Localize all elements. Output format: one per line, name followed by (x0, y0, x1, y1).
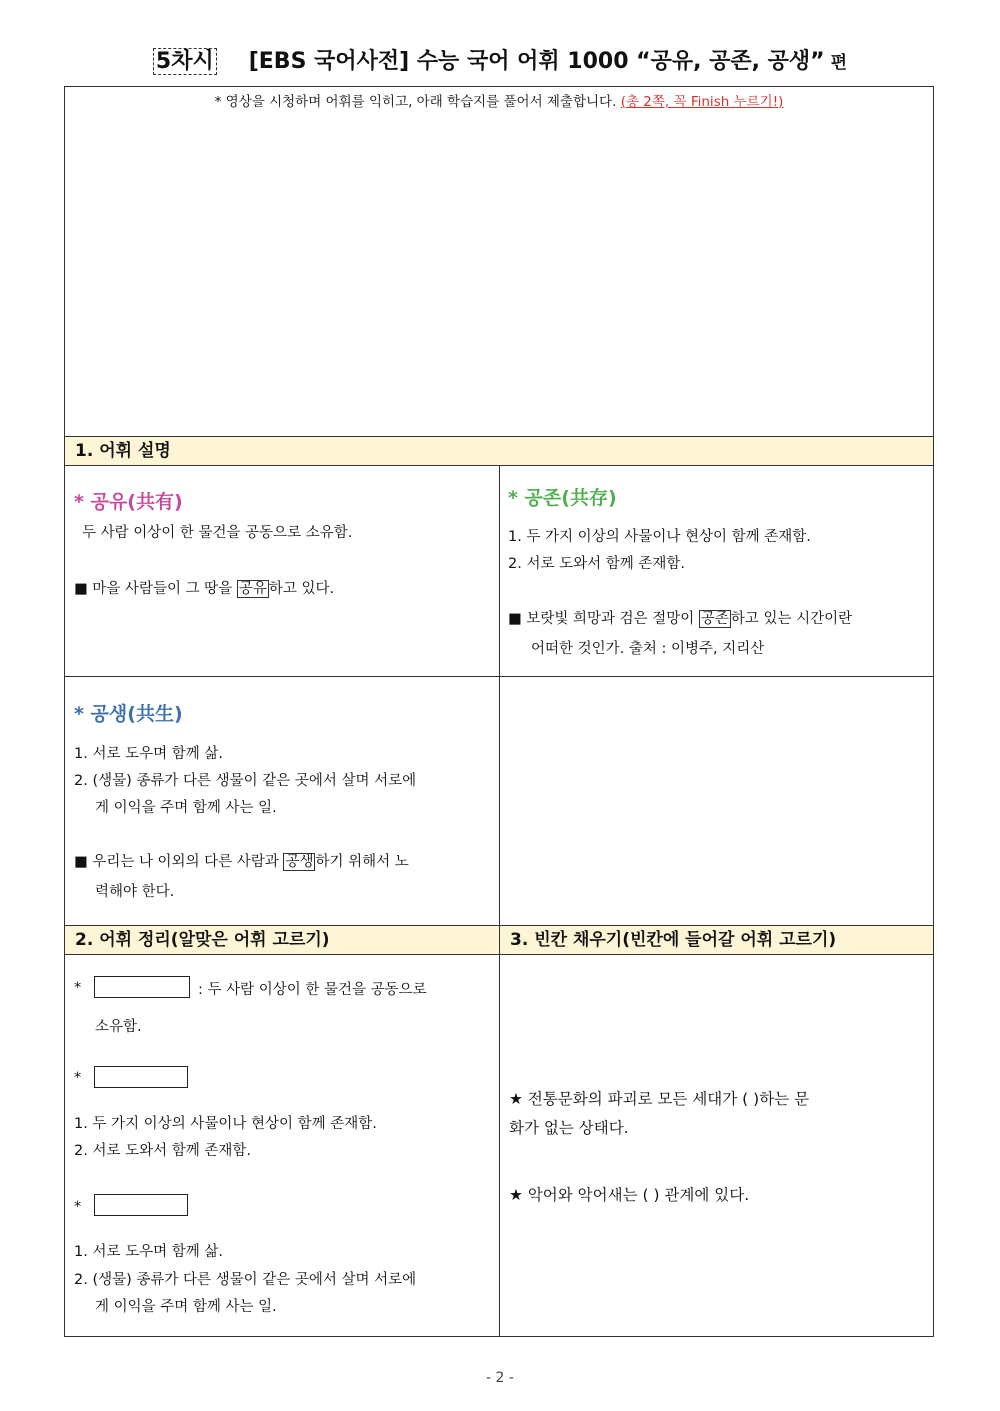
title-text: [EBS 국어사전] 수능 국어 어휘 1000 “공유, 공존, 공생” (248, 49, 825, 74)
gongyu-definition: 두 사람 이상이 한 물건을 공동으로 소유함. (82, 525, 353, 541)
q3-def2b: 게 이익을 주며 함께 사는 일. (95, 1299, 277, 1315)
section1-title: 1. 어휘 설명 (75, 441, 171, 461)
notice (64, 90, 934, 110)
gongjon-def1: 1. 두 가지 이상의 사물이나 현상이 함께 존재함. (508, 529, 811, 545)
gongjon-example-post: 하고 있는 시간이란 (730, 611, 853, 627)
empty-cell (499, 676, 934, 926)
page-title (0, 44, 1000, 75)
gongyu-example (74, 577, 334, 598)
q1-text-line2: 소유함. (95, 1019, 142, 1035)
title-suffix: 편 (830, 53, 848, 73)
notice-text: * 영상을 시청하며 어휘를 익히고, 아래 학습지를 풀어서 제출합니다. (214, 94, 617, 110)
gongsaeng-example-pre: ■ 우리는 나 이외의 다른 사람과 (74, 854, 284, 870)
q1-star: * (74, 980, 82, 996)
gongjon-example-pre: ■ 보랏빛 희망과 검은 절망이 (508, 611, 699, 627)
q1-answer-blank[interactable] (94, 976, 190, 998)
q1-text: : 두 사람 이상이 한 물건을 공동으로 (198, 982, 427, 998)
gongyu-word: * 공유(共有) (74, 491, 183, 513)
gongyu-example-post: 하고 있다. (268, 581, 335, 597)
sentence1-line2: 화가 없는 상태다. (509, 1119, 629, 1137)
q2-def1: 1. 두 가지 이상의 사물이나 현상이 함께 존재함. (74, 1116, 377, 1132)
sentence1-line1: ★ 전통문화의 파괴로 모든 세대가 ( )하는 문 (509, 1090, 810, 1108)
gongjon-example-line2: 어떠한 것인가. 출처 : 이병주, 지리산 (531, 641, 765, 657)
section3-title: 3. 빈칸 채우기(빈칸에 들어갈 어휘 고르기) (510, 930, 837, 950)
q3-star: * (74, 1199, 82, 1215)
q3-def1: 1. 서로 도우며 함께 삶. (74, 1244, 223, 1260)
section2-title: 2. 어휘 정리(알맞은 어휘 고르기) (75, 930, 330, 950)
gongsaeng-example-key: 공생 (285, 854, 314, 870)
gongsaeng-example-post: 하기 위해서 노 (315, 854, 409, 870)
section1-header (64, 436, 934, 466)
q2-answer-blank[interactable] (94, 1066, 188, 1088)
gongyu-example-pre: ■ 마을 사람들이 그 땅을 (74, 581, 237, 597)
section2-header (64, 925, 500, 955)
gongjon-example-key: 공존 (700, 611, 729, 627)
q2-star: * (74, 1070, 82, 1086)
gongjon-def2: 2. 서로 도와서 함께 존재함. (508, 556, 685, 572)
gongsaeng-def2b: 게 이익을 주며 함께 사는 일. (95, 800, 277, 816)
gongsaeng-example-line2: 력해야 한다. (95, 884, 175, 900)
gongsaeng-word: * 공생(共生) (74, 703, 183, 725)
page-number: - 2 - (486, 1370, 514, 1386)
q2-def2: 2. 서로 도와서 함께 존재함. (74, 1143, 251, 1159)
gongyu-example-key: 공유 (238, 581, 267, 597)
q3-def2a: 2. (생물) 종류가 다른 생물이 같은 곳에서 살며 서로에 (74, 1272, 417, 1288)
gongjon-example (508, 607, 852, 628)
gongsaeng-def1: 1. 서로 도우며 함께 삶. (74, 746, 223, 762)
sentence2: ★ 악어와 악어새는 ( ) 관계에 있다. (509, 1186, 750, 1204)
gongsaeng-def2a: 2. (생물) 종류가 다른 생물이 같은 곳에서 살며 서로에 (74, 773, 417, 789)
notice-highlight: (총 2쪽, 꼭 Finish 누르기!) (620, 94, 784, 110)
q3-answer-blank[interactable] (94, 1194, 188, 1216)
gongsaeng-example (74, 850, 409, 871)
session-label: 5차시 (153, 48, 217, 75)
gongjon-word: * 공존(共存) (508, 487, 617, 509)
video-area (64, 86, 934, 437)
section3-header (499, 925, 934, 955)
section3-cell (499, 954, 934, 1337)
